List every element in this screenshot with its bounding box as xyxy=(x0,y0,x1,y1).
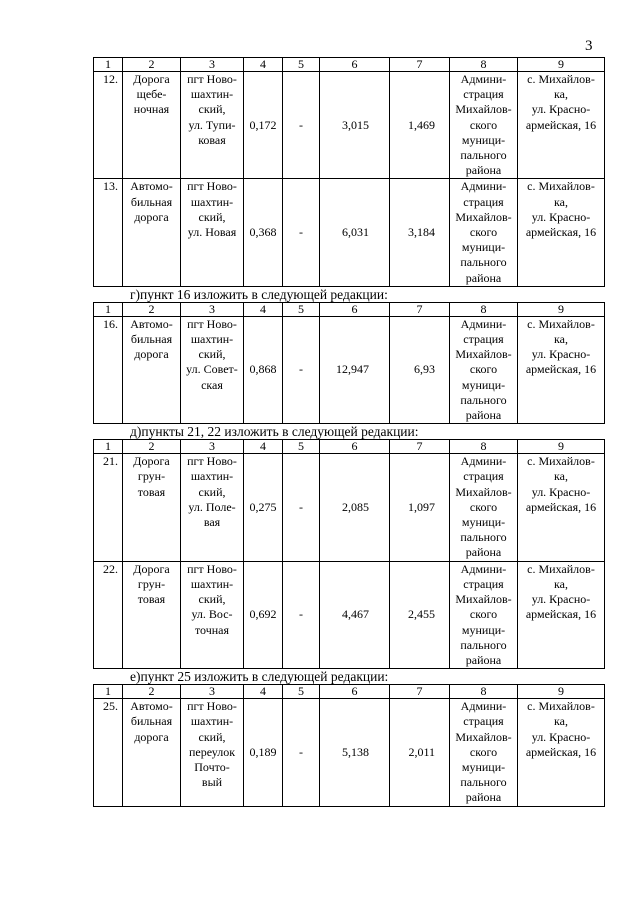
owner xyxy=(450,316,518,423)
row-number: 25. xyxy=(94,699,123,806)
road-location xyxy=(181,454,244,561)
owner-line: страция xyxy=(463,469,504,484)
road-location-line: ковая xyxy=(198,132,226,147)
owner-line: Михайлов- xyxy=(455,209,512,224)
document-body xyxy=(93,57,604,807)
road-location-line: ский, xyxy=(198,484,226,499)
road-location-line: пгт Ново- xyxy=(187,316,237,331)
column-number: 8 xyxy=(450,302,518,316)
column-number: 7 xyxy=(390,302,450,316)
owner-line: ского xyxy=(469,744,498,759)
road-type-line: бильная xyxy=(130,194,173,209)
owner-address-line: ка, xyxy=(554,469,568,484)
owner-line: ского xyxy=(469,362,498,377)
road-location-line: ул. Совет- xyxy=(186,362,238,377)
road-type-line: Дорога xyxy=(133,454,170,469)
col5-value: - xyxy=(283,454,320,561)
col7-value: 2,455 xyxy=(390,561,450,668)
road-location-line: пгт Ново- xyxy=(187,454,237,469)
column-number: 6 xyxy=(320,685,390,699)
road-type xyxy=(123,561,181,668)
col5-value: - xyxy=(283,699,320,806)
column-number: 2 xyxy=(123,685,181,699)
owner-address-line: с. Михайлов- xyxy=(527,316,595,331)
col7-value: 2,011 xyxy=(390,699,450,806)
column-number: 3 xyxy=(181,302,244,316)
owner-address-line: армейская, 16 xyxy=(525,744,597,759)
length-value: 0,172 xyxy=(244,72,283,179)
owner-address-line: ул. Красно- xyxy=(531,347,591,362)
road-location-line: ская xyxy=(201,377,223,392)
owner xyxy=(450,699,518,806)
column-number: 3 xyxy=(181,58,244,72)
owner-address-line: с. Михайлов- xyxy=(527,72,595,86)
owner-address-line: ул. Красно- xyxy=(531,592,591,607)
table-row xyxy=(94,454,605,561)
col6-value: 4,467 xyxy=(320,561,390,668)
owner-line: муници- xyxy=(461,515,506,530)
owner-line: пального xyxy=(460,148,507,163)
owner-line: муници- xyxy=(461,240,506,255)
road-location-line: ский, xyxy=(198,592,226,607)
table-row xyxy=(94,72,605,179)
length-value: 0,692 xyxy=(244,561,283,668)
owner-address-line: ка, xyxy=(554,576,568,591)
table-row xyxy=(94,561,605,668)
owner-address-line: ул. Красно- xyxy=(531,484,591,499)
road-type-line: Дорога xyxy=(133,72,170,86)
col6-value: 5,138 xyxy=(320,699,390,806)
table-row xyxy=(94,699,605,806)
row-number: 16. xyxy=(94,316,123,423)
col5-value: - xyxy=(283,561,320,668)
road-type-line: Автомо- xyxy=(130,699,173,714)
col7-value: 1,097 xyxy=(390,454,450,561)
road-type-line: грун- xyxy=(137,469,166,484)
road-type-line: дорога xyxy=(134,347,169,362)
header-row xyxy=(94,685,605,699)
owner-line: района xyxy=(465,790,502,805)
road-location-line: точная xyxy=(194,622,230,637)
owner-address-line: ка, xyxy=(554,87,568,102)
length-value: 0,189 xyxy=(244,699,283,806)
road-location xyxy=(181,72,244,179)
column-number: 2 xyxy=(123,58,181,72)
owner-line: страция xyxy=(463,87,504,102)
owner-line: Админи- xyxy=(460,179,507,194)
road-type xyxy=(123,316,181,423)
header-row xyxy=(94,302,605,316)
owner-line: ского xyxy=(469,499,498,514)
header-row xyxy=(94,58,605,72)
owner-line: пального xyxy=(460,775,507,790)
road-location-line: ский, xyxy=(198,729,226,744)
owner-line: ского xyxy=(469,117,498,132)
road-type-line: Автомо- xyxy=(130,179,173,194)
owner-line: Михайлов- xyxy=(455,484,512,499)
owner-address-line: ул. Красно- xyxy=(531,729,591,744)
road-type-line: товая xyxy=(137,592,166,607)
road-type-line: грун- xyxy=(137,576,166,591)
owner xyxy=(450,561,518,668)
owner-line: Админи- xyxy=(460,699,507,714)
owner xyxy=(450,179,518,286)
road-type-line: ночная xyxy=(133,102,170,117)
owner-line: пального xyxy=(460,530,507,545)
owner-line: Михайлов- xyxy=(455,729,512,744)
owner-address-line: армейская, 16 xyxy=(525,499,597,514)
road-location-line: шахтин- xyxy=(190,87,234,102)
column-number: 1 xyxy=(94,440,123,454)
road-location-line: пгт Ново- xyxy=(187,561,237,576)
road-type xyxy=(123,454,181,561)
owner-line: района xyxy=(465,545,502,560)
column-number: 9 xyxy=(518,440,605,454)
column-number: 7 xyxy=(390,58,450,72)
column-number: 5 xyxy=(283,440,320,454)
owner-line: Админи- xyxy=(460,316,507,331)
owner-address-line: армейская, 16 xyxy=(525,362,597,377)
data-table xyxy=(93,439,605,669)
road-type-line: товая xyxy=(137,484,166,499)
column-number: 1 xyxy=(94,685,123,699)
owner-line: страция xyxy=(463,194,504,209)
owner-address-line: армейская, 16 xyxy=(525,117,597,132)
road-location xyxy=(181,316,244,423)
owner-address-line: армейская, 16 xyxy=(525,607,597,622)
col7-value: 1,469 xyxy=(390,72,450,179)
page-number: 3 xyxy=(585,38,593,54)
column-number: 1 xyxy=(94,302,123,316)
road-location-line: ул. Тупи- xyxy=(188,117,236,132)
road-type-line: дорога xyxy=(134,729,169,744)
owner-line: района xyxy=(465,408,502,423)
column-number: 2 xyxy=(123,302,181,316)
owner-line: района xyxy=(465,163,502,178)
road-type-line: бильная xyxy=(130,714,173,729)
owner-address-line: армейская, 16 xyxy=(525,225,597,240)
data-table xyxy=(93,684,605,806)
owner-line: пального xyxy=(460,392,507,407)
owner-line: муници- xyxy=(461,377,506,392)
column-number: 5 xyxy=(283,685,320,699)
owner-address xyxy=(518,561,605,668)
road-location-line: ул. Поле- xyxy=(188,499,236,514)
road-type xyxy=(123,699,181,806)
road-location-line: шахтин- xyxy=(190,714,234,729)
length-value: 0,868 xyxy=(244,316,283,423)
column-number: 9 xyxy=(518,302,605,316)
table-row xyxy=(94,179,605,286)
section-heading: д)пункты 21, 22 изложить в следующей редакции: xyxy=(130,424,419,440)
owner-line: района xyxy=(465,270,502,285)
owner xyxy=(450,72,518,179)
owner xyxy=(450,454,518,561)
length-value: 0,275 xyxy=(244,454,283,561)
road-type xyxy=(123,179,181,286)
column-number: 4 xyxy=(244,440,283,454)
owner-line: Админи- xyxy=(460,72,507,86)
owner-line: страция xyxy=(463,332,504,347)
road-type-line: Автомо- xyxy=(130,316,173,331)
road-location-line: ул. Новая xyxy=(187,225,237,240)
owner-address xyxy=(518,454,605,561)
section-heading: г)пункт 16 изложить в следующей редакции: xyxy=(130,286,388,302)
row-number: 12. xyxy=(94,72,123,179)
col6-value: 2,085 xyxy=(320,454,390,561)
owner-line: Михайлов- xyxy=(455,347,512,362)
road-location-line: ский, xyxy=(198,347,226,362)
road-location xyxy=(181,699,244,806)
road-location-line: ский, xyxy=(198,209,226,224)
road-location-line: вый xyxy=(201,775,223,790)
column-number: 2 xyxy=(123,440,181,454)
owner-address-line: ка, xyxy=(554,194,568,209)
owner-line: муници- xyxy=(461,759,506,774)
row-number: 22. xyxy=(94,561,123,668)
column-number: 7 xyxy=(390,685,450,699)
column-number: 5 xyxy=(283,302,320,316)
owner-address-line: с. Михайлов- xyxy=(527,699,595,714)
owner-line: пального xyxy=(460,637,507,652)
col7-value: 6,93 xyxy=(390,316,450,423)
column-number: 4 xyxy=(244,685,283,699)
owner-address-line: ул. Красно- xyxy=(531,209,591,224)
road-location xyxy=(181,561,244,668)
column-number: 8 xyxy=(450,440,518,454)
owner-line: пального xyxy=(460,255,507,270)
road-location-line: шахтин- xyxy=(190,332,234,347)
owner-line: Админи- xyxy=(460,454,507,469)
col5-value: - xyxy=(283,179,320,286)
col6-value: 12,947 xyxy=(320,316,390,423)
table-row xyxy=(94,316,605,423)
col7-value: 3,184 xyxy=(390,179,450,286)
row-number: 21. xyxy=(94,454,123,561)
data-table xyxy=(93,302,605,424)
road-location-line: переулок xyxy=(188,744,236,759)
owner-address-line: с. Михайлов- xyxy=(527,561,595,576)
column-number: 9 xyxy=(518,58,605,72)
column-number: 4 xyxy=(244,58,283,72)
road-location-line: ский, xyxy=(198,102,226,117)
column-number: 3 xyxy=(181,440,244,454)
owner-line: страция xyxy=(463,714,504,729)
owner-address xyxy=(518,72,605,179)
column-number: 5 xyxy=(283,58,320,72)
owner-line: Михайлов- xyxy=(455,102,512,117)
owner-line: муници- xyxy=(461,132,506,147)
owner-address xyxy=(518,316,605,423)
column-number: 1 xyxy=(94,58,123,72)
owner-address xyxy=(518,179,605,286)
row-number: 13. xyxy=(94,179,123,286)
road-location-line: пгт Ново- xyxy=(187,179,237,194)
road-location-line: шахтин- xyxy=(190,194,234,209)
road-type-line: дорога xyxy=(134,209,169,224)
column-number: 9 xyxy=(518,685,605,699)
road-type-line: щебе- xyxy=(136,87,167,102)
owner-address-line: с. Михайлов- xyxy=(527,454,595,469)
road-location-line: пгт Ново- xyxy=(187,699,237,714)
section-heading: е)пункт 25 изложить в следующей редакции: xyxy=(130,669,389,685)
owner-address-line: ул. Красно- xyxy=(531,102,591,117)
owner-address xyxy=(518,699,605,806)
col6-value: 3,015 xyxy=(320,72,390,179)
owner-line: ского xyxy=(469,607,498,622)
road-location-line: ул. Вос- xyxy=(191,607,233,622)
road-type xyxy=(123,72,181,179)
road-location-line: шахтин- xyxy=(190,469,234,484)
road-location-line: вая xyxy=(203,515,221,530)
column-number: 8 xyxy=(450,685,518,699)
road-location xyxy=(181,179,244,286)
road-type-line: Дорога xyxy=(133,561,170,576)
column-number: 4 xyxy=(244,302,283,316)
owner-line: района xyxy=(465,652,502,667)
data-table xyxy=(93,57,605,287)
owner-address-line: ка, xyxy=(554,332,568,347)
road-location-line: пгт Ново- xyxy=(187,72,237,86)
owner-address-line: ка, xyxy=(554,714,568,729)
owner-address-line: с. Михайлов- xyxy=(527,179,595,194)
col6-value: 6,031 xyxy=(320,179,390,286)
column-number: 7 xyxy=(390,440,450,454)
column-number: 6 xyxy=(320,440,390,454)
column-number: 6 xyxy=(320,302,390,316)
column-number: 6 xyxy=(320,58,390,72)
road-location-line: шахтин- xyxy=(190,576,234,591)
road-location-line: Почто- xyxy=(194,759,230,774)
column-number: 8 xyxy=(450,58,518,72)
column-number: 3 xyxy=(181,685,244,699)
col5-value: - xyxy=(283,316,320,423)
length-value: 0,368 xyxy=(244,179,283,286)
road-type-line: бильная xyxy=(130,332,173,347)
header-row xyxy=(94,440,605,454)
owner-line: Админи- xyxy=(460,561,507,576)
col5-value: - xyxy=(283,72,320,179)
owner-line: Михайлов- xyxy=(455,592,512,607)
owner-line: страция xyxy=(463,576,504,591)
owner-line: ского xyxy=(469,225,498,240)
owner-line: муници- xyxy=(461,622,506,637)
